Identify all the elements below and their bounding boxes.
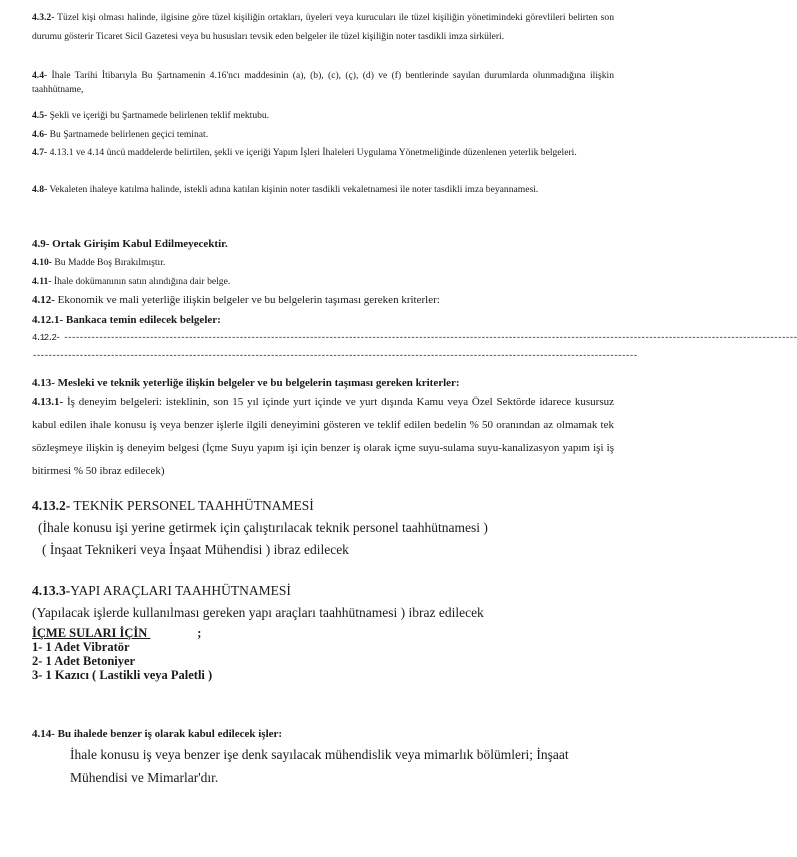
section-line-2: (İhale konusu işi yerine getirmek için çalıştırılacak teknik personel taahhütnamesi ) (38, 520, 488, 535)
item-text: Şekli ve içeriği bu Şartnamede belirlenen teklif mektubu. (49, 110, 270, 121)
paragraph-4-11 (32, 272, 614, 291)
item-text: Bu Madde Boş Bırakılmıştır. (54, 257, 166, 268)
item-number: 4.7- (32, 147, 48, 158)
paragraph-4-10 (32, 253, 614, 272)
item-number: 4.6- (32, 129, 48, 140)
item-text: İhale dokümanının satın alındığına dair belge. (53, 276, 231, 287)
section-4-13-2 (32, 495, 614, 561)
item-text: İhale Tarihi İtibarıyla Bu Şartnamenin 4.16'ncı maddesinin (a), (b), (c), (ç), (d) ve (f) bentlerinde sayılan durumlarda olunmadığına ilişkin taahhütname, (32, 70, 614, 95)
heading-4-12-1: 4.12.1- Bankaca temin edilecek belgeler: (32, 314, 221, 326)
item-number: 4.8- (32, 184, 48, 195)
section-4-13-3 (32, 580, 614, 624)
item-text: İş deneyim belgeleri: isteklinin, son 15 yıl içinde yurt içinde ve yurt dışında Kamu veya Özel Sektörde idarece kusursuz kabul edilen ihale konusu iş veya benzer işlerle ilgili deneyimini gösteren ve teklif edilen bedelin % 50 oranından az olmamak tek sözleşmeye ilişkin iş deneyim belgesi (İçme Suyu yapım işi için benzer iş olarak içme suyu-sulama suyu-kanalizasyon yapım işi iş bitirmesi % 50 ibraz edilecek) (32, 396, 615, 477)
section-line-2: (Yapılacak işlerde kullanılması gereken yapı araçları taahhütnamesi ) ibraz edilecek (32, 605, 484, 620)
paragraph-4-12 (32, 290, 614, 310)
paragraph-4-8 (32, 180, 614, 199)
item-text: Vekaleten ihaleye katılma halinde, istekli adına katılan kişinin noter tasdikli vekaletnamesi ile noter tasdikli imza beyannamesi. (49, 184, 539, 195)
item-number: 4.13.1- (32, 396, 64, 408)
heading-4-9: 4.9- Ortak Girişim Kabul Edilmeyecektir. (32, 238, 228, 250)
item-text: Bu Şartnamede belirlenen geçici teminat. (49, 129, 209, 140)
icme-title-underline (147, 626, 197, 640)
paragraph-4-13-1 (32, 391, 614, 483)
list-item: 1- 1 Adet Vibratör (32, 640, 130, 654)
item-number: 4.10- (32, 257, 52, 268)
section-title-text: TEKNİK PERSONEL TAAHHÜTNAMESİ (73, 498, 314, 513)
section-title (32, 495, 614, 517)
section-title (32, 580, 614, 602)
heading-4-13: 4.13- Mesleki ve teknik yeterliğe ilişkin belgeler ve bu belgelerin taşıması gereken kriterler: (32, 377, 460, 389)
item-text: 4.13.1 ve 4.14 üncü maddelerde belirtilen, şekli ve içeriği Yapım İşleri İhaleleri Uygulama Yönetmeliğinde düzenlenen yeterlik belgeleri. (49, 147, 577, 158)
list-item: 3- 1 Kazıcı ( Lastikli veya Paletli ) (32, 668, 213, 682)
item-number: 4.3.2- (32, 12, 55, 23)
item-number: 4.11- (32, 276, 52, 287)
paragraph-4-5 (32, 106, 614, 125)
heading-4-14 (32, 724, 614, 744)
item-number: 4.4- (32, 70, 48, 81)
list-item: 2- 1 Adet Betoniyer (32, 654, 136, 668)
paragraph-4-3-2 (32, 8, 614, 46)
icme-sulari-block (32, 626, 614, 682)
paragraph-4-12-2: 4.12.2- -------------------------------------------------------------------------------------------------------------------------------------------------------------------------------------------- (32, 333, 797, 343)
icme-title-tail: ; (197, 626, 202, 640)
item-text: Ekonomik ve mali yeterliğe ilişkin belgeler ve bu belgelerin taşıması gereken kriterler: (57, 294, 440, 306)
paragraph-4-14-body: İhale konusu iş veya benzer işe denk sayılacak mühendislik veya mimarlık bölümleri; İnşaat Mühendisi ve Mimarlar'dır. (70, 747, 569, 785)
item-number: 4.5- (32, 110, 48, 121)
section-title-text: YAPI ARAÇLARI TAAHHÜTNAMESİ (70, 583, 291, 598)
paragraph-4-4 (32, 69, 614, 97)
item-number: 4.13.3- (32, 583, 71, 598)
icme-title (32, 626, 614, 640)
item-number: 4.12- (32, 294, 55, 306)
section-line-3: ( İnşaat Teknikeri veya İnşaat Mühendisi ) ibraz edilecek (42, 542, 349, 557)
item-number: 4.13.2- (32, 498, 71, 513)
item-text: Bu ihalede benzer iş olarak kabul edilecek işler: (57, 728, 283, 740)
paragraph-4-6 (32, 125, 614, 144)
dash-line: ----------------------------------------------------------------------------------------------------------------------------------------------------------- (32, 351, 637, 361)
icme-title-text: İÇME SULARI İÇİN (32, 626, 148, 640)
paragraph-4-7 (32, 143, 614, 162)
item-text: Tüzel kişi olması halinde, ilgisine göre tüzel kişiliğin ortakları, üyeleri veya kurucuları ile tüzel kişiliğin yönetimindeki görevlileri belirten son durumu gösterir Ticaret Sicil Gazetesi veya bu hususları tevsik eden belgeler ile tüzel kişiliğin noter tasdikli imza sirküleri. (32, 12, 614, 42)
item-number: 4.14- (32, 728, 55, 740)
